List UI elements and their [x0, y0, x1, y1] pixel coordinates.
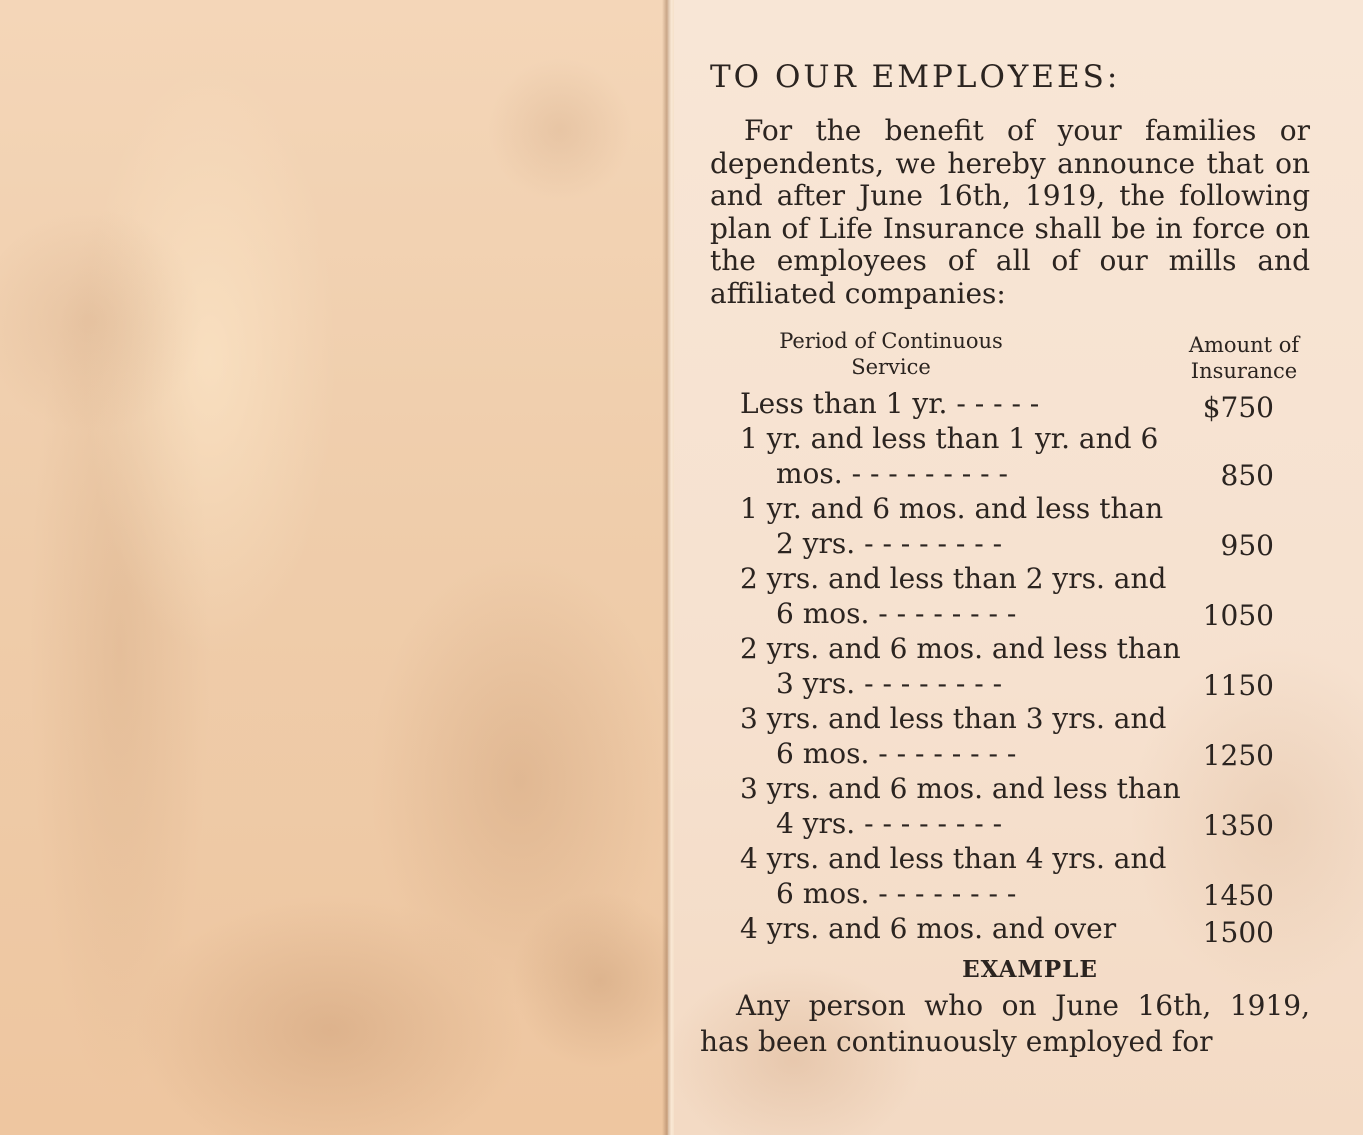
service-period-cont: 6 mos. - - - - - - - -	[776, 877, 1017, 910]
example-heading: EXAMPLE	[962, 956, 1098, 983]
table-row	[710, 911, 1310, 949]
example-text: Any person who on June 16th, 1919, has been continuously employed for	[700, 989, 1310, 1058]
notice-content	[700, 55, 1310, 1060]
service-period: 1 yr. and 6 mos. and less than	[740, 492, 1164, 525]
period-header-line1: Period of Continuous	[779, 329, 1003, 353]
amount-header-line1: Amount of	[1188, 333, 1300, 357]
service-period-cont: 4 yrs. - - - - - - - -	[776, 807, 1003, 840]
insurance-amount: 1450	[1202, 879, 1274, 912]
insurance-amount: 1250	[1202, 739, 1274, 772]
service-period: 1 yr. and less than 1 yr. and 6	[740, 422, 1159, 455]
service-period-cont: 6 mos. - - - - - - - -	[776, 597, 1017, 630]
insurance-amount: $750	[1202, 391, 1274, 424]
service-period-cont: 6 mos. - - - - - - - -	[776, 737, 1017, 770]
blank-left-page	[0, 0, 668, 1135]
insurance-amount: 950	[1220, 529, 1274, 562]
service-period: 3 yrs. and less than 3 yrs. and	[740, 702, 1167, 735]
period-header-line2: Service	[851, 355, 931, 379]
notice-heading: TO OUR EMPLOYEES:	[710, 59, 1121, 95]
table-row	[710, 701, 1310, 771]
service-period-cont: 2 yrs. - - - - - - - -	[776, 527, 1003, 560]
service-period: 4 yrs. and less than 4 yrs. and	[740, 842, 1167, 875]
table-row	[710, 561, 1310, 631]
amount-header-line2: Insurance	[1190, 359, 1298, 383]
period-column-header	[756, 328, 1026, 380]
table-row	[710, 386, 1310, 424]
table-row	[710, 771, 1310, 841]
service-period-cont: mos. - - - - - - - - -	[776, 457, 1008, 490]
insurance-table	[710, 386, 1310, 949]
service-period: 4 yrs. and 6 mos. and over	[740, 912, 1117, 945]
insurance-amount: 850	[1220, 459, 1274, 492]
service-period: Less than 1 yr. - - - - -	[740, 387, 1040, 420]
insurance-amount: 1050	[1202, 599, 1274, 632]
table-row	[710, 491, 1310, 561]
table-row	[710, 631, 1310, 701]
notice-page	[674, 0, 1363, 1135]
table-row	[710, 421, 1310, 491]
service-period-cont: 3 yrs. - - - - - - - -	[776, 667, 1003, 700]
insurance-amount: 1500	[1202, 916, 1274, 949]
amount-column-header	[1174, 332, 1314, 384]
insurance-amount: 1150	[1202, 669, 1274, 702]
insurance-amount: 1350	[1202, 809, 1274, 842]
insurance-table-header	[710, 328, 1310, 386]
notice-intro: For the benefit of your families or dependents, we hereby announce that on and after June 16th, 1919, the following plan of Life Insurance shall be in force on the employees of all of our mills and affiliated companies:	[710, 114, 1310, 310]
table-row	[710, 841, 1310, 911]
service-period: 2 yrs. and 6 mos. and less than	[740, 632, 1181, 665]
service-period: 3 yrs. and 6 mos. and less than	[740, 772, 1181, 805]
service-period: 2 yrs. and less than 2 yrs. and	[740, 562, 1167, 595]
